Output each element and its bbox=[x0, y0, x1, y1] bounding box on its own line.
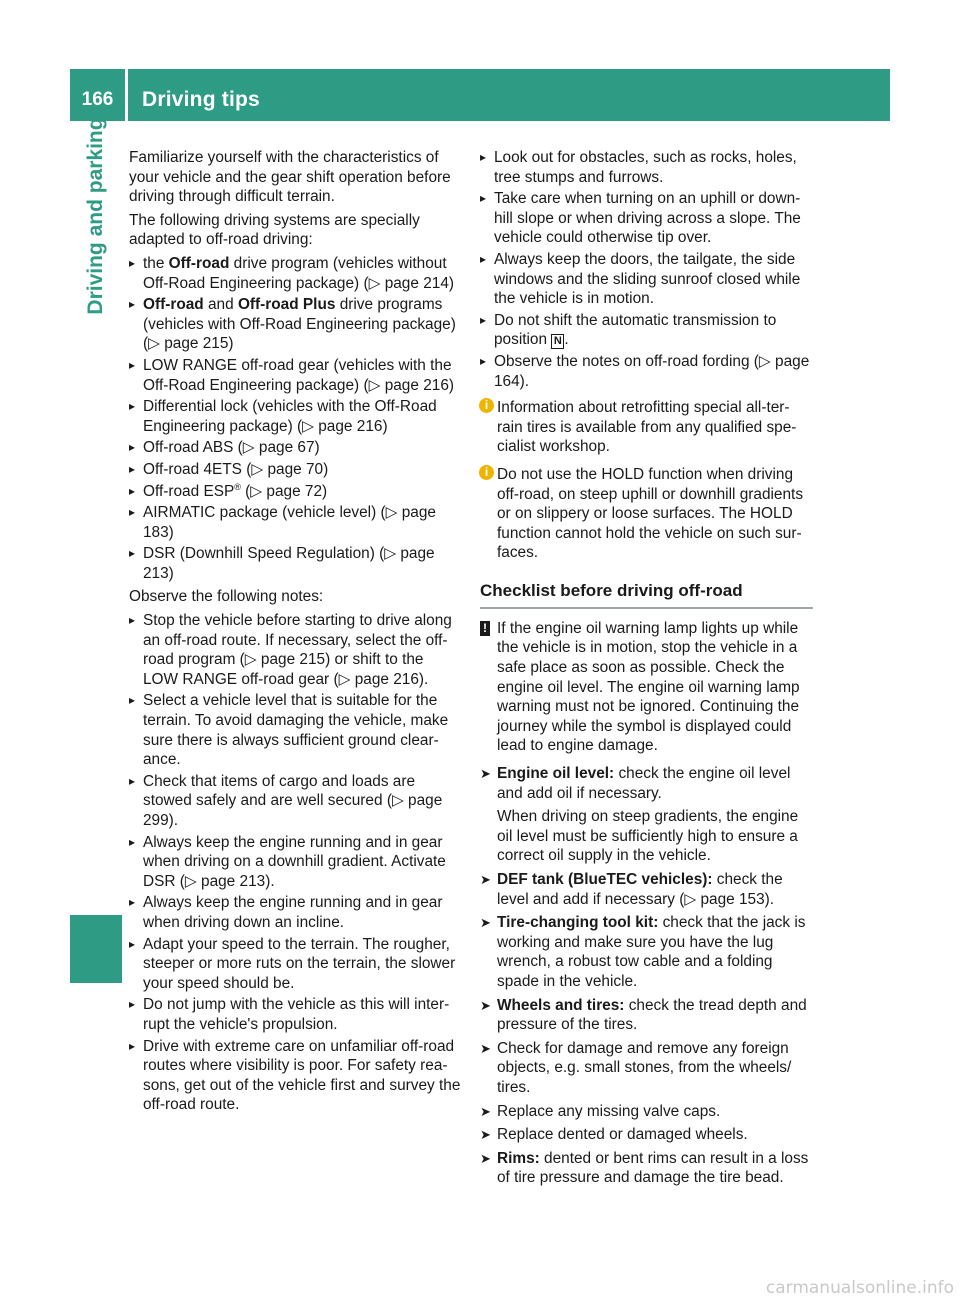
left-column bbox=[129, 148, 462, 1119]
list-item: ▸ Look out for obstacles, such as rocks, holes, tree stumps and furrows. bbox=[480, 149, 797, 186]
side-tab-label: Driving and parking bbox=[84, 117, 107, 315]
triangle-bullet-icon: ▸ bbox=[129, 399, 136, 414]
checklist-heading: Checklist before driving off-road bbox=[480, 579, 813, 609]
triangle-bullet-icon: ▸ bbox=[129, 546, 136, 561]
checklist-step: ➤ Wheels and tires: check the tread depth and pressure of the tires. bbox=[480, 996, 807, 1034]
list-item: ▸ Always keep the engine running and in gear when driving down an incline. bbox=[129, 894, 443, 931]
arrow-step-icon: ➤ bbox=[480, 872, 491, 887]
list-item: ▸ Observe the notes on off-road fording (▷ page 164). bbox=[480, 352, 810, 390]
info-note: i Information about retrofitting special all-ter-rain tires is available from any qualified spe-cialist workshop. bbox=[480, 398, 813, 457]
list-item: ▸ Do not shift the automatic transmission to position N . bbox=[480, 311, 777, 349]
arrow-step-icon: ➤ bbox=[480, 766, 491, 782]
triangle-bullet-icon: ▸ bbox=[480, 312, 487, 327]
notes-list bbox=[129, 611, 462, 1115]
list-item: ▸ Take care when turning on an uphill or down-hill slope or when driving across a slope. The vehicle could otherwise tip over. bbox=[480, 190, 801, 247]
checklist-step: ➤ Tire-changing tool kit: check that the jack is working and make sure you have the lug wrench, a robust tow cable and a folding spade in the vehicle. bbox=[480, 914, 806, 990]
triangle-bullet-icon: ▸ bbox=[129, 1038, 136, 1053]
triangle-bullet-icon: ▸ bbox=[129, 895, 136, 910]
triangle-bullet-icon: ▸ bbox=[129, 440, 136, 455]
triangle-bullet-icon: ▸ bbox=[129, 834, 136, 849]
list-item: ▸ LOW RANGE off-road gear (vehicles with the Off-Road Engineering package) (▷ page 216) bbox=[129, 356, 455, 394]
side-tab-marker bbox=[70, 915, 122, 983]
offroad-notes-list bbox=[480, 148, 813, 391]
triangle-bullet-icon: ▸ bbox=[129, 357, 136, 372]
triangle-bullet-icon: ▸ bbox=[480, 191, 487, 206]
arrow-step-icon: ➤ bbox=[480, 997, 491, 1013]
triangle-bullet-icon: ▸ bbox=[129, 297, 136, 312]
driving-systems-list bbox=[129, 254, 462, 584]
triangle-bullet-icon: ▸ bbox=[129, 936, 136, 951]
triangle-bullet-icon: ▸ bbox=[480, 353, 487, 368]
triangle-bullet-icon: ▸ bbox=[129, 773, 136, 788]
triangle-bullet-icon: ▸ bbox=[129, 255, 136, 270]
step-detail: When driving on steep gradients, the engine oil level must be sufficiently high to ensure a correct oil supply in the vehicle. bbox=[497, 808, 799, 865]
list-item: ▸ Off-road 4ETS (▷ page 70) bbox=[129, 460, 329, 478]
warning-note: ! If the engine oil warning lamp lights up while the vehicle is in motion, stop the vehicle in a safe place as soon as possible. Check the engine oil level. The engine oil warning lamp warning must not be ignored. Continuing the journey while the symbol is displayed could lead to engine damage. bbox=[480, 619, 813, 756]
checklist-step: ➤ Rims: dented or bent rims can result in a loss of tire pressure and damage the tire bead. bbox=[480, 1149, 809, 1187]
arrow-step-icon: ➤ bbox=[480, 1150, 491, 1166]
arrow-step-icon: ➤ bbox=[480, 1103, 491, 1119]
checklist-step: ➤ Check for damage and remove any foreign objects, e.g. small stones, from the wheels/ tires. bbox=[480, 1039, 792, 1096]
checklist-step: ➤ Replace any missing valve caps. bbox=[480, 1102, 721, 1120]
intro-paragraph-2: The following driving systems are specially adapted to off-road driving: bbox=[129, 211, 420, 249]
info-icon: i bbox=[479, 465, 494, 480]
triangle-bullet-icon: ▸ bbox=[480, 251, 487, 266]
watermark: carmanualsonline.info bbox=[765, 1278, 954, 1298]
checklist-step: ➤ Replace dented or damaged wheels. bbox=[480, 1126, 748, 1144]
checklist-step: ➤ DEF tank (BlueTEC vehicles): check the level and add if necessary (▷ page 153). bbox=[480, 871, 783, 908]
list-item: ▸ Off-road and Off-road Plus drive programs (vehicles with Off-Road Engineering package) (▷ page 215) bbox=[129, 296, 456, 353]
arrow-step-icon: ➤ bbox=[480, 1127, 491, 1143]
section-title: Driving tips bbox=[142, 88, 260, 111]
triangle-bullet-icon: ▸ bbox=[129, 997, 136, 1012]
warning-icon: ! bbox=[480, 621, 490, 636]
header-divider bbox=[125, 69, 128, 121]
list-item: ▸ Stop the vehicle before starting to drive along an off-road route. If necessary, select the off-road program (▷ page 215) or shift to the LOW RANGE off-road gear (▷ page 216). bbox=[129, 612, 452, 688]
list-item: ▸ the Off-road drive program (vehicles without Off-Road Engineering package) (▷ page 214) bbox=[129, 254, 455, 292]
triangle-bullet-icon: ▸ bbox=[129, 693, 136, 708]
list-item: ▸ Do not jump with the vehicle as this will inter-rupt the vehicle's propulsion. bbox=[129, 996, 450, 1033]
page-number: 166 bbox=[81, 89, 114, 110]
triangle-bullet-icon: ▸ bbox=[129, 461, 136, 476]
list-item: ▸ Select a vehicle level that is suitable for the terrain. To avoid damaging the vehicle, make sure there is always sufficient ground clear-ance. bbox=[129, 692, 449, 769]
list-item: ▸ AIRMATIC package (vehicle level) (▷ page 183) bbox=[129, 504, 436, 541]
intro-paragraph: Familiarize yourself with the characteristics of your vehicle and the gear shift operation before driving through difficult terrain. bbox=[129, 149, 451, 206]
list-item: ▸ Check that items of cargo and loads are stowed safely and are well secured (▷ page 299). bbox=[129, 772, 443, 829]
list-item: ▸ Adapt your speed to the terrain. The rougher, steeper or more ruts on the terrain, the slower your speed should be. bbox=[129, 935, 456, 992]
checklist-step: ➤ Engine oil level: check the engine oil level and add oil if necessary. bbox=[480, 765, 791, 802]
right-column bbox=[480, 148, 813, 1192]
list-item: ▸ Always keep the doors, the tailgate, the side windows and the sliding sunroof closed while the vehicle is in motion. bbox=[480, 250, 801, 308]
info-icon: i bbox=[479, 398, 494, 413]
list-item: ▸ DSR (Downhill Speed Regulation) (▷ page 213) bbox=[129, 545, 435, 582]
triangle-bullet-icon: ▸ bbox=[129, 483, 136, 498]
triangle-bullet-icon: ▸ bbox=[129, 613, 136, 628]
notes-intro: Observe the following notes: bbox=[129, 588, 324, 606]
arrow-step-icon: ➤ bbox=[480, 915, 491, 931]
info-note: i Do not use the HOLD function when driving off-road, on steep uphill or downhill gradients or on slippery or loose surfaces. The HOLD function cannot hold the vehicle on such sur-faces. bbox=[480, 465, 813, 563]
gear-n-symbol: N bbox=[551, 334, 564, 349]
list-item: ▸ Off-road ABS (▷ page 67) bbox=[129, 439, 320, 457]
list-item: ▸ Differential lock (vehicles with the Off-Road Engineering package) (▷ page 216) bbox=[129, 398, 437, 435]
list-item: ▸ Off-road ESP® (▷ page 72) bbox=[129, 481, 328, 500]
triangle-bullet-icon: ▸ bbox=[129, 505, 136, 520]
list-item: ▸ Drive with extreme care on unfamiliar off-road routes where visibility is poor. For safety rea-sons, get out of the vehicle first and survey the off-road route. bbox=[129, 1037, 461, 1114]
triangle-bullet-icon: ▸ bbox=[480, 150, 487, 164]
arrow-step-icon: ➤ bbox=[480, 1040, 491, 1056]
side-tab bbox=[70, 117, 122, 315]
list-item: ▸ Always keep the engine running and in gear when driving on a downhill gradient. Activate DSR (▷ page 213). bbox=[129, 833, 446, 890]
